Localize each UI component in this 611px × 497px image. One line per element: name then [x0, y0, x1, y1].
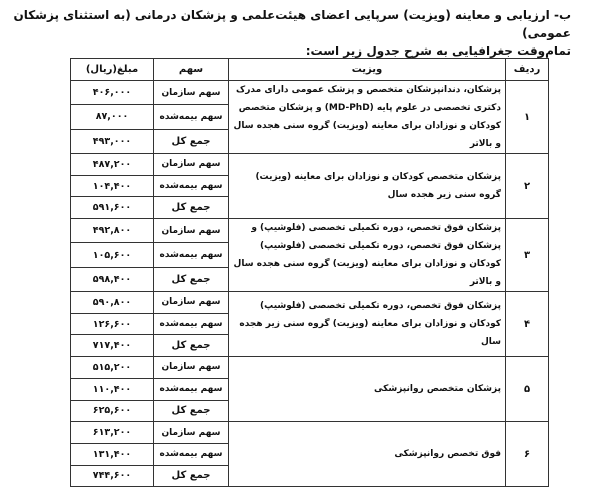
table-row-org-share: [71, 292, 549, 314]
share-label-insured: سهم بیمه‌شده: [154, 243, 229, 267]
intro-line-1: ب- ارزیابی و معاینه (ویزیت) سرپایی اعضای هیئت‌علمی و پزشکان درمانی (به استثنای پزشکان عمومی): [13, 8, 571, 40]
row-number: ۲: [506, 154, 549, 219]
amount-total: ۵۹۱,۶۰۰: [71, 197, 154, 219]
amount-org: ۴۰۶,۰۰۰: [71, 81, 154, 105]
row-number: ۵: [506, 357, 549, 422]
table-header-row: [71, 59, 549, 81]
share-label-insured: سهم بیمه‌شده: [154, 313, 229, 335]
visit-description: پزشکان متخصص روانپزشکی: [229, 357, 506, 422]
share-label-total: جمع کل: [154, 129, 229, 153]
share-label-org: سهم سازمان: [154, 81, 229, 105]
amount-total: ۶۲۵,۶۰۰: [71, 400, 154, 422]
amount-org: ۵۹۰,۸۰۰: [71, 292, 154, 314]
table-row-org-share: [71, 81, 549, 105]
row-number: ۱: [506, 81, 549, 154]
visit-description: پزشکان فوق تخصص، دوره تکمیلی تخصصی (فلوشیپ) کودکان و نوزادان برای معاینه (ویزیت) گروه سنی زیر هجده سال: [229, 292, 506, 357]
share-label-insured: سهم بیمه‌شده: [154, 443, 229, 465]
table-row-org-share: [71, 154, 549, 176]
amount-total: ۷۴۴,۶۰۰: [71, 465, 154, 487]
share-label-insured: سهم بیمه‌شده: [154, 175, 229, 197]
share-label-total: جمع کل: [154, 335, 229, 357]
amount-org: ۴۹۲,۸۰۰: [71, 219, 154, 243]
table-row-org-share: [71, 422, 549, 444]
amount-insured: ۱۲۶,۶۰۰: [71, 313, 154, 335]
header-share: سهم: [154, 59, 229, 81]
amount-insured: ۱۰۵,۶۰۰: [71, 243, 154, 267]
share-label-total: جمع کل: [154, 465, 229, 487]
share-label-org: سهم سازمان: [154, 154, 229, 176]
visit-description: پزشکان، دندانپزشکان متخصص و پزشک عمومی دارای مدرک دکتری تخصصی در علوم پایه (MD-PhD) و پزشکان متخصص کودکان و نوزادان برای معاینه (ویزیت) گروه سنی هجده سال و بالاتر: [229, 81, 506, 154]
amount-insured: ۱۳۱,۴۰۰: [71, 443, 154, 465]
amount-org: ۴۸۷,۲۰۰: [71, 154, 154, 176]
amount-total: ۴۹۳,۰۰۰: [71, 129, 154, 153]
amount-total: ۵۹۸,۴۰۰: [71, 267, 154, 291]
row-number: ۶: [506, 422, 549, 487]
amount-total: ۷۱۷,۴۰۰: [71, 335, 154, 357]
row-number: ۴: [506, 292, 549, 357]
intro-line-2: تمام‌وقت جغرافیایی به شرح جدول زیر است:: [305, 44, 571, 58]
visit-description: پزشکان فوق تخصص، دوره تکمیلی تخصصی (فلوشیپ) و پزشکان فوق تخصص، دوره تکمیلی تخصصی (فلوشیپ) کودکان و نوزادان برای معاینه (ویزیت) گروه سنی هجده سال و بالاتر: [229, 219, 506, 292]
row-number: ۳: [506, 219, 549, 292]
visit-description: پزشکان متخصص کودکان و نوزادان برای معاینه (ویزیت) گروه سنی زیر هجده سال: [229, 154, 506, 219]
share-label-org: سهم سازمان: [154, 357, 229, 379]
amount-insured: ۱۱۰,۴۰۰: [71, 378, 154, 400]
header-amount: مبلغ(ریال): [71, 59, 154, 81]
amount-insured: ۱۰۴,۴۰۰: [71, 175, 154, 197]
share-label-total: جمع کل: [154, 400, 229, 422]
header-row-number: ردیف: [506, 59, 549, 81]
amount-insured: ۸۷,۰۰۰: [71, 105, 154, 129]
share-label-total: جمع کل: [154, 197, 229, 219]
amount-org: ۶۱۳,۲۰۰: [71, 422, 154, 444]
table-row-org-share: [71, 357, 549, 379]
visit-description: فوق تخصص روانپزشکی: [229, 422, 506, 487]
amount-org: ۵۱۵,۲۰۰: [71, 357, 154, 379]
table-row-org-share: [71, 219, 549, 243]
share-label-insured: سهم بیمه‌شده: [154, 105, 229, 129]
share-label-total: جمع کل: [154, 267, 229, 291]
share-label-org: سهم سازمان: [154, 292, 229, 314]
header-visit: ویزیت: [229, 59, 506, 81]
visit-fee-table: [70, 58, 549, 487]
share-label-insured: سهم بیمه‌شده: [154, 378, 229, 400]
share-label-org: سهم سازمان: [154, 422, 229, 444]
share-label-org: سهم سازمان: [154, 219, 229, 243]
intro-paragraph: [11, 6, 571, 60]
